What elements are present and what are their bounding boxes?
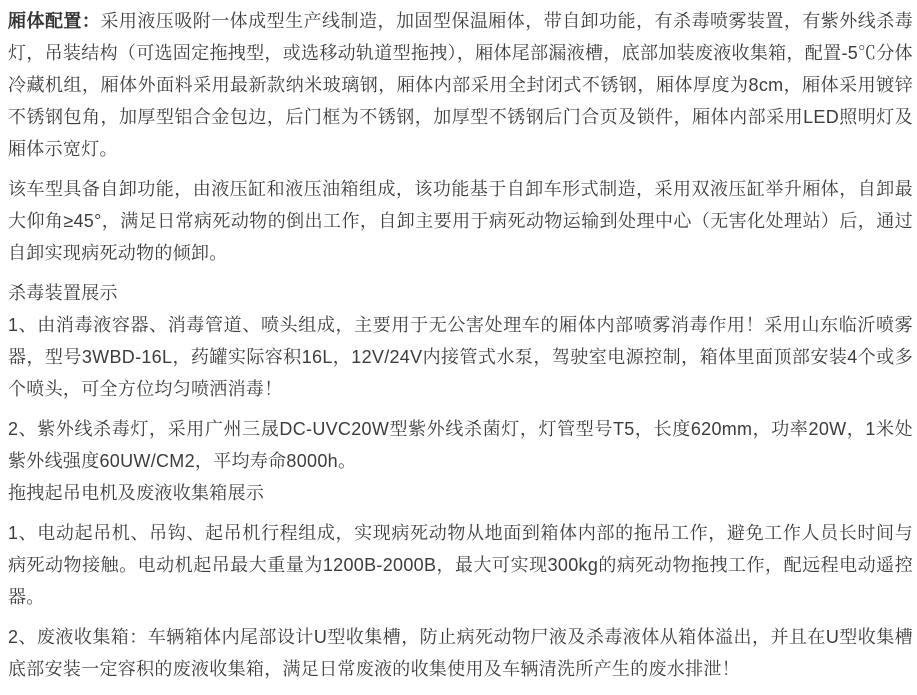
disinfect-section-group xyxy=(8,277,913,405)
intro-label: 厢体配置： xyxy=(8,11,101,31)
intro-paragraph xyxy=(8,5,913,165)
sprayer-item-text: 1、由消毒液容器、消毒管道、喷头组成，主要用于无公害处理车的厢体内部喷雾消毒作用！采用山东临沂喷雾器，型号3WBD-16L，药罐实际容积16L，12V/24V内接管式水泵，驾驶室电源控制，箱体里面顶部安装4个或多个喷头，可全方位均匀喷洒消毒！ xyxy=(8,315,913,399)
uv-lamp-item-text: 2、紫外线杀毒灯，采用广州三晟DC-UVC20W型紫外线杀菌灯，灯管型号T5，长度620mm，功率20W，1米处紫外线强度60UW/CM2，平均寿命8000h。 xyxy=(8,419,913,471)
self-dump-paragraph: 该车型具备自卸功能，由液压缸和液压油箱组成，该功能基于自卸车形式制造，采用双液压缸举升厢体，自卸最大仰角≥45°，满足日常病死动物的倒出工作，自卸主要用于病死动物运输到处理中心（无害化处理站）后，通过自卸实现病死动物的倾卸。 xyxy=(8,179,913,263)
intro-body-text: 采用液压吸附一体成型生产线制造，加固型保温厢体，带自卸功能，有杀毒喷雾装置，有紫外线杀毒灯，吊装结构（可选固定拖拽型，或选移动轨道型拖拽），厢体尾部漏液槽，底部加装废液收集箱，配置-5℃分体冷藏机组，厢体外面料采用最新款纳米玻璃钢，厢体内部采用全封闭式不锈钢，厢体厚度为8cm，厢体采用镀锌不锈钢包角，加厚型铝合金包边，后门框为不锈钢，加厚型不锈钢后门合页及锁件，厢体内部采用LED照明灯及厢体示宽灯。 xyxy=(8,11,914,159)
disinfect-section-caption: 杀毒装置展示 xyxy=(8,283,118,303)
hoist-section-caption: 拖拽起吊电机及废液收集箱展示 xyxy=(8,483,265,503)
waste-box-paragraph: 2、废液收集箱：车辆箱体内尾部设计U型收集槽，防止病死动物尸液及杀毒液体从箱体溢出，并且在U型收集槽底部安装一定容积的废液收集箱，满足日常废液的收集使用及车辆清洗所产生的废水排泄！ xyxy=(8,627,913,679)
hoist-item-paragraph: 1、电动起吊机、吊钩、起吊机行程组成，实现病死动物从地面到箱体内部的拖吊工作，避免工作人员长时间与病死动物接触。电动机起吊最大重量为1200B-2000B，最大可实现300kg的病死动物拖拽工作，配远程电动遥控器。 xyxy=(8,523,913,607)
uv-lamp-group xyxy=(8,413,913,509)
